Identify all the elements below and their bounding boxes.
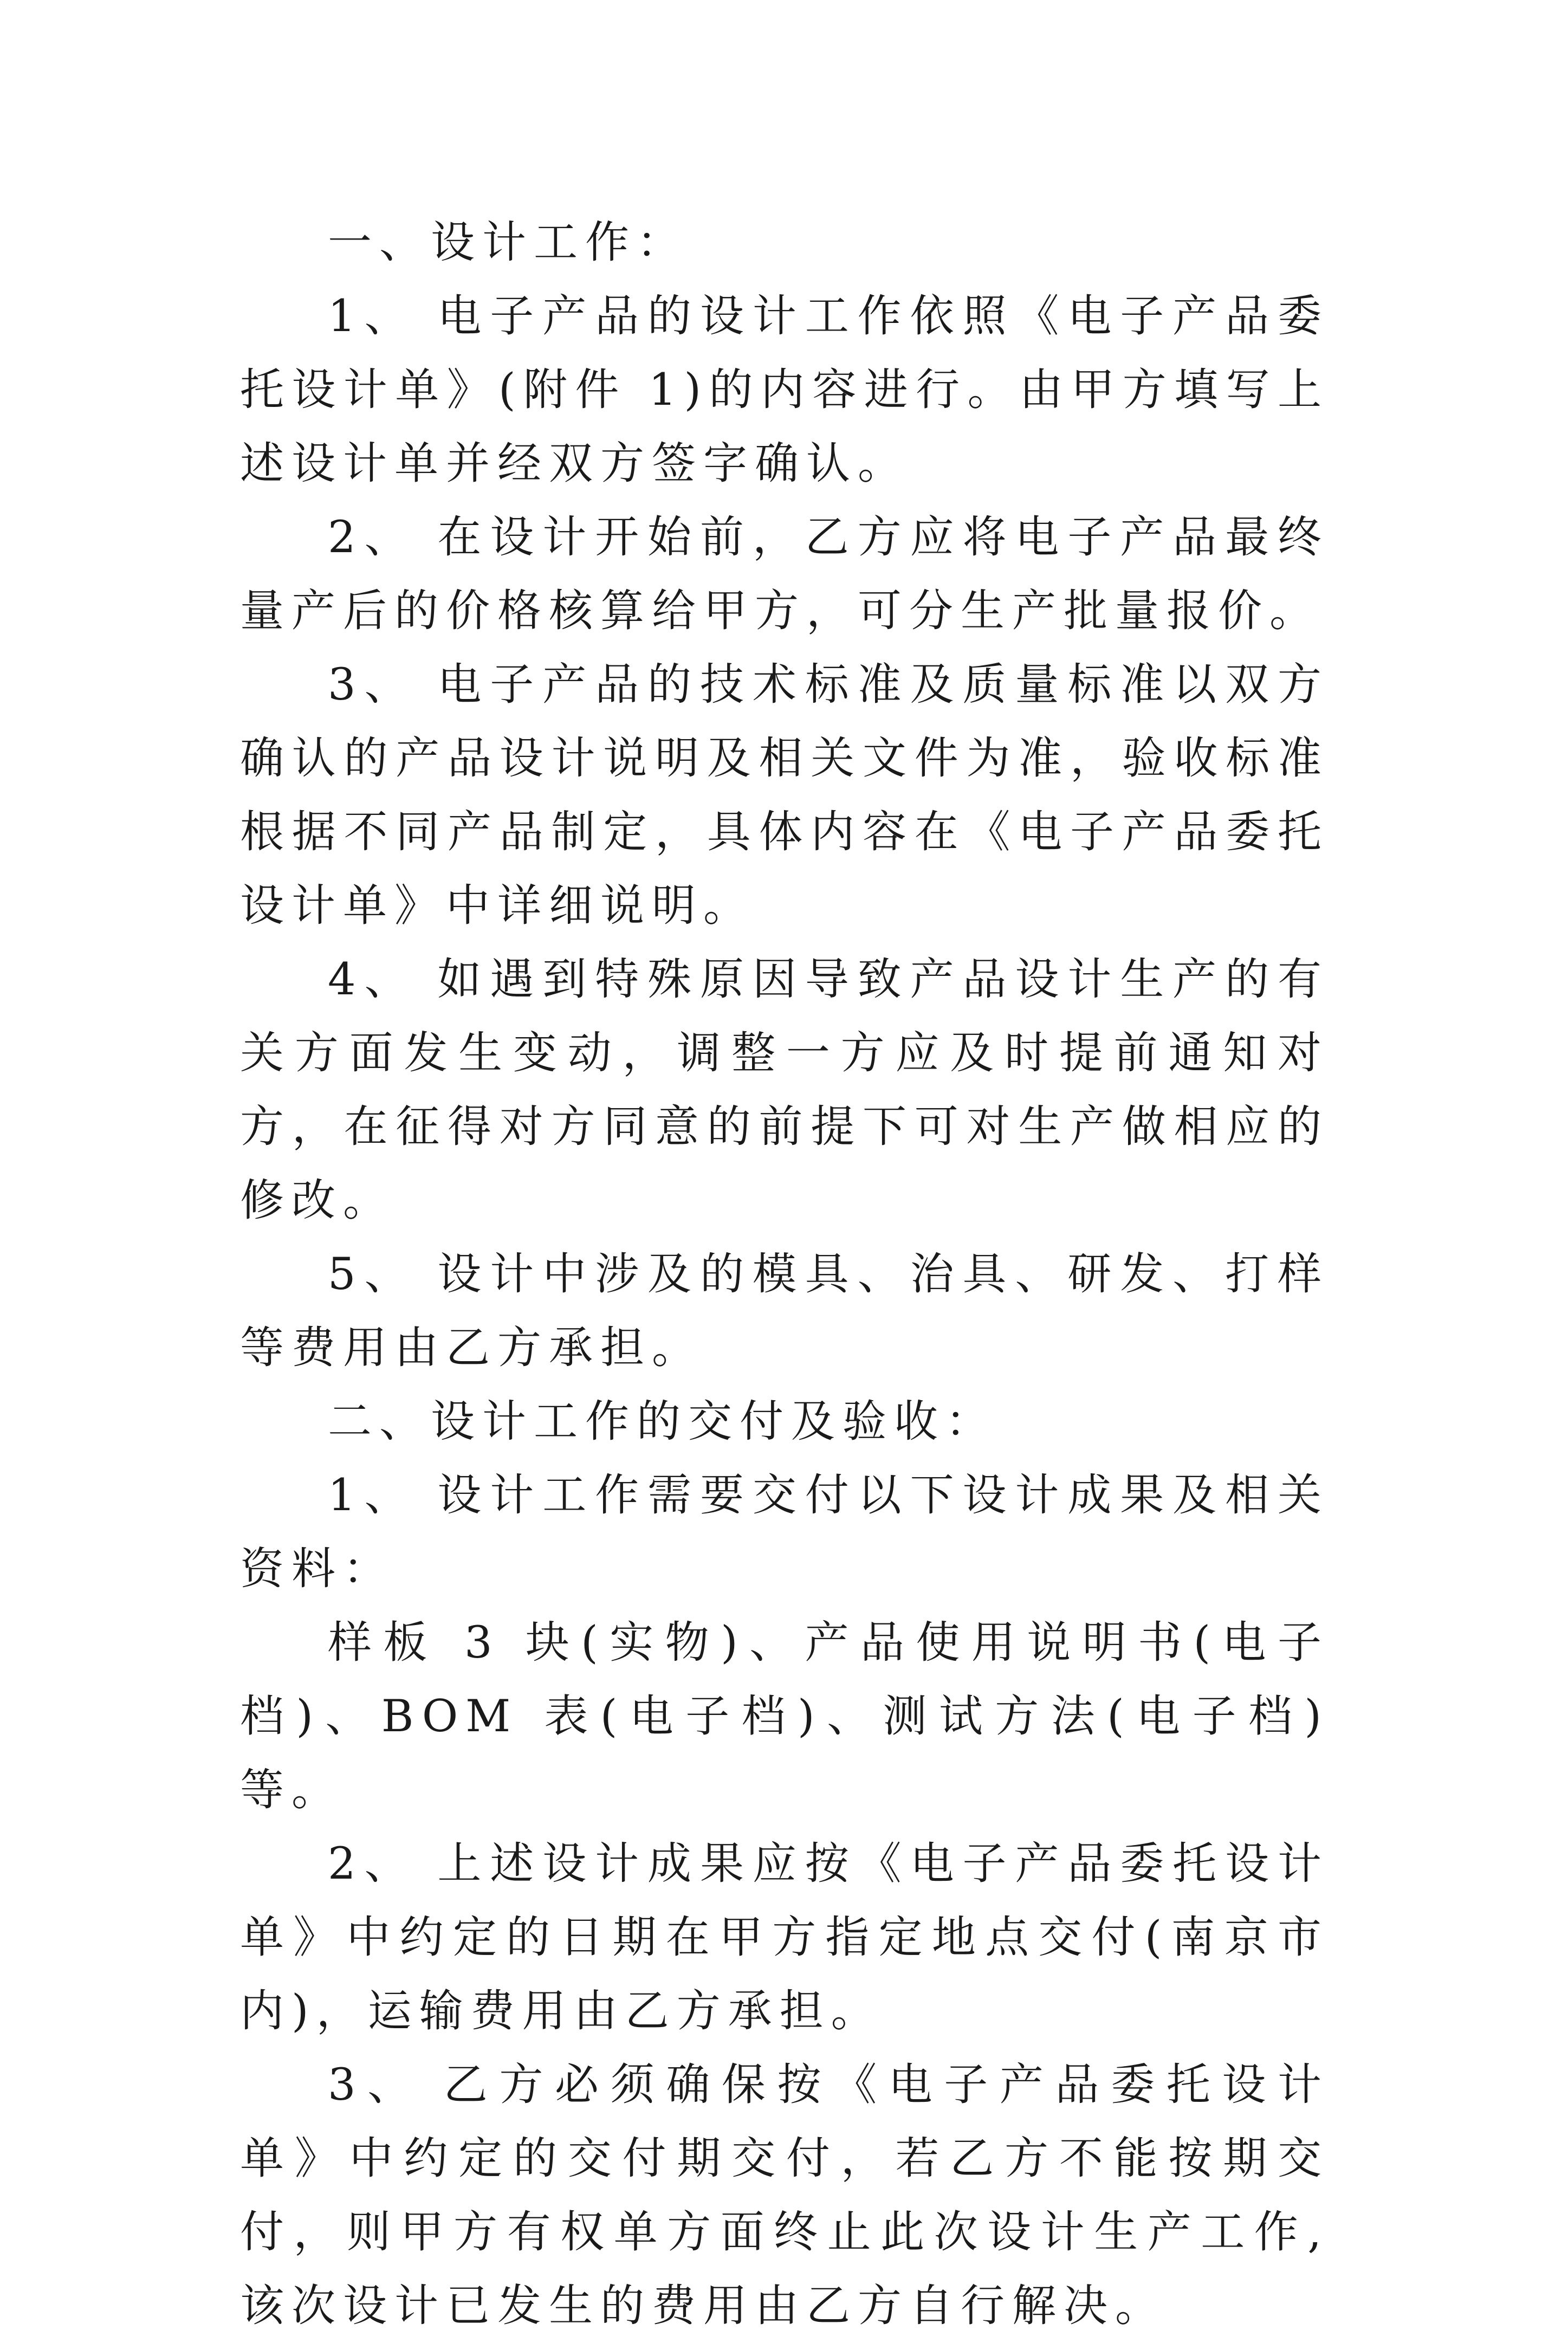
item-text: 电子产品的技术标准及质量标准以双方确认的产品设计说明及相关文件为准，验收标准根据不同产品制定，具体内容在《电子产品委托设计单》中详细说明。 <box>240 659 1329 931</box>
item-text: 如遇到特殊原因导致产品设计生产的有关方面发生变动，调整一方应及时提前通知对方，在征得对方同意的前提下可对生产做相应的修改。 <box>240 954 1329 1226</box>
item-number: 2、 <box>328 512 417 563</box>
deliverables-list: 样板 3 块(实物)、产品使用说明书(电子档)、BOM 表(电子档)、测试方法(电子档)等。 <box>240 1617 1329 1816</box>
item-number: 1、 <box>328 1470 417 1521</box>
section-2-item-2 <box>240 1827 1329 2048</box>
section-2-heading: 二、设计工作的交付及验收： <box>328 1396 997 1447</box>
item-text: 电子产品的设计工作依照《电子产品委托设计单》(附件 1)的内容进行。由甲方填写上述设计单并经双方签字确认。 <box>240 291 1329 489</box>
section-1-item-5 <box>240 1238 1329 1385</box>
section-1-heading: 一、设计工作： <box>328 217 689 268</box>
section-1-item-4 <box>240 943 1329 1238</box>
item-number: 1、 <box>328 291 417 342</box>
item-text: 设计中涉及的模具、治具、研发、打样等费用由乙方承担。 <box>240 1249 1329 1374</box>
item-number: 5、 <box>328 1249 417 1300</box>
item-text: 上述设计成果应按《电子产品委托设计单》中约定的日期在甲方指定地点交付(南京市内)，运输费用由乙方承担。 <box>240 1839 1329 2037</box>
item-number: 2、 <box>328 1839 417 1889</box>
section-1-item-2 <box>240 501 1329 648</box>
item-text: 设计工作需要交付以下设计成果及相关资料： <box>240 1470 1329 1595</box>
section-2-item-3 <box>240 2048 1329 2343</box>
item-number: 4、 <box>328 954 417 1005</box>
section-1-item-3 <box>240 648 1329 943</box>
item-number: 3、 <box>328 659 417 710</box>
item-number: 3、 <box>328 2060 423 2111</box>
document-page <box>240 206 1329 2343</box>
item-text: 乙方必须确保按《电子产品委托设计单》中约定的交付期交付，若乙方不能按期交付，则甲方有权单方面终止此次设计生产工作,该次设计已发生的费用由乙方自行解决。 <box>240 2060 1329 2332</box>
item-text: 在设计开始前，乙方应将电子产品最终量产后的价格核算给甲方，可分生产批量报价。 <box>240 512 1329 637</box>
section-2-item-1 <box>240 1459 1329 1606</box>
section-1-item-1 <box>240 280 1329 501</box>
